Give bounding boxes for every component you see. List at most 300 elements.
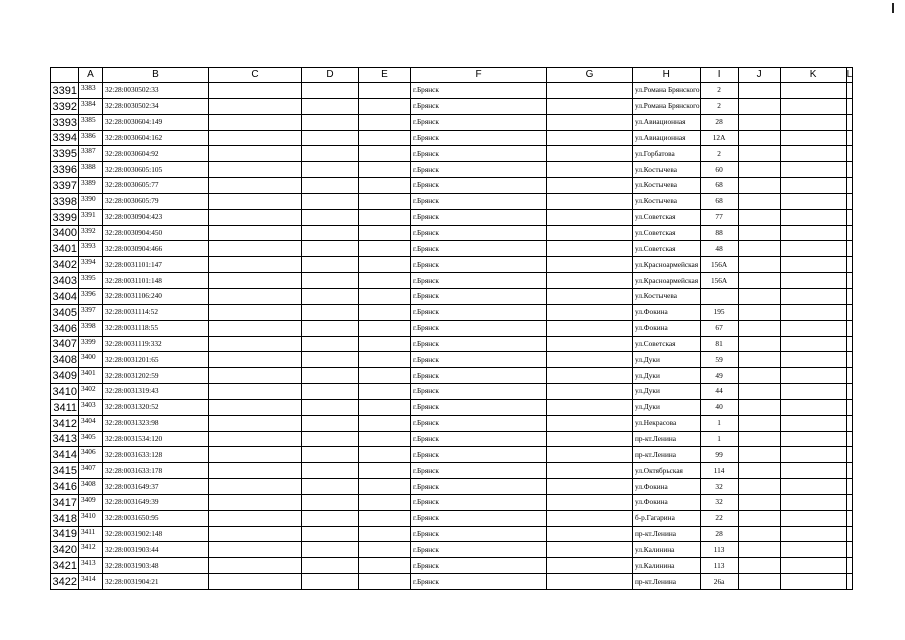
cell-g[interactable] <box>547 98 633 114</box>
cell-d[interactable] <box>302 178 359 194</box>
cell-j[interactable] <box>738 336 780 352</box>
cell-g[interactable] <box>547 352 633 368</box>
cell-f-city[interactable]: г.Брянск <box>411 526 547 542</box>
cell-d[interactable] <box>302 336 359 352</box>
row-number[interactable]: 3420 <box>51 542 79 558</box>
cell-d[interactable] <box>302 130 359 146</box>
cell-d[interactable] <box>302 288 359 304</box>
cell-h-street[interactable]: ул.Костычева <box>633 193 701 209</box>
cell-f-city[interactable]: г.Брянск <box>411 431 547 447</box>
cell-a[interactable]: 3392 <box>79 225 103 241</box>
cell-a[interactable]: 3412 <box>79 542 103 558</box>
cell-h-street[interactable]: ул.Горбатова <box>633 146 701 162</box>
cell-b-cadastral-number[interactable]: 32:28:0031649:37 <box>103 479 209 495</box>
cell-f-city[interactable]: г.Брянск <box>411 130 547 146</box>
cell-l[interactable] <box>846 288 853 304</box>
row-number[interactable]: 3405 <box>51 304 79 320</box>
row-number[interactable]: 3407 <box>51 336 79 352</box>
cell-d[interactable] <box>302 415 359 431</box>
cell-f-city[interactable]: г.Брянск <box>411 114 547 130</box>
cell-k[interactable] <box>780 526 846 542</box>
cell-a[interactable]: 3385 <box>79 114 103 130</box>
cell-f-city[interactable]: г.Брянск <box>411 320 547 336</box>
cell-h-street[interactable]: ул.Фокина <box>633 320 701 336</box>
cell-h-street[interactable]: ул.Дуки <box>633 399 701 415</box>
cell-e[interactable] <box>359 399 411 415</box>
cell-a[interactable]: 3388 <box>79 162 103 178</box>
cell-c[interactable] <box>209 494 302 510</box>
cell-h-street[interactable]: ул.Дуки <box>633 368 701 384</box>
cell-e[interactable] <box>359 98 411 114</box>
cell-g[interactable] <box>547 447 633 463</box>
cell-g[interactable] <box>547 399 633 415</box>
cell-e[interactable] <box>359 494 411 510</box>
cell-a[interactable]: 3401 <box>79 368 103 384</box>
cell-f-city[interactable]: г.Брянск <box>411 415 547 431</box>
cell-g[interactable] <box>547 178 633 194</box>
row-number[interactable]: 3417 <box>51 494 79 510</box>
cell-g[interactable] <box>547 193 633 209</box>
cell-f-city[interactable]: г.Брянск <box>411 83 547 99</box>
cell-a[interactable]: 3414 <box>79 574 103 590</box>
cell-i-house-number[interactable]: 114 <box>700 463 738 479</box>
cell-f-city[interactable]: г.Брянск <box>411 209 547 225</box>
cell-a[interactable]: 3408 <box>79 479 103 495</box>
cell-e[interactable] <box>359 130 411 146</box>
cell-e[interactable] <box>359 320 411 336</box>
cell-k[interactable] <box>780 399 846 415</box>
cell-l[interactable] <box>846 399 853 415</box>
cell-h-street[interactable]: ул.Костычева <box>633 178 701 194</box>
cell-l[interactable] <box>846 193 853 209</box>
cell-j[interactable] <box>738 431 780 447</box>
cell-c[interactable] <box>209 114 302 130</box>
cell-c[interactable] <box>209 241 302 257</box>
cell-j[interactable] <box>738 130 780 146</box>
cell-e[interactable] <box>359 384 411 400</box>
cell-k[interactable] <box>780 209 846 225</box>
row-number[interactable]: 3391 <box>51 83 79 99</box>
cell-g[interactable] <box>547 225 633 241</box>
cell-d[interactable] <box>302 463 359 479</box>
cell-l[interactable] <box>846 558 853 574</box>
cell-a[interactable]: 3398 <box>79 320 103 336</box>
row-number[interactable]: 3397 <box>51 178 79 194</box>
column-header-h[interactable]: H <box>633 68 701 83</box>
cell-l[interactable] <box>846 225 853 241</box>
cell-e[interactable] <box>359 574 411 590</box>
cell-l[interactable] <box>846 178 853 194</box>
cell-b-cadastral-number[interactable]: 32:28:0030604:162 <box>103 130 209 146</box>
cell-j[interactable] <box>738 225 780 241</box>
cell-k[interactable] <box>780 193 846 209</box>
cell-j[interactable] <box>738 98 780 114</box>
cell-k[interactable] <box>780 304 846 320</box>
cell-g[interactable] <box>547 415 633 431</box>
cell-e[interactable] <box>359 288 411 304</box>
cell-l[interactable] <box>846 479 853 495</box>
cell-e[interactable] <box>359 114 411 130</box>
cell-b-cadastral-number[interactable]: 32:28:0030904:466 <box>103 241 209 257</box>
cell-l[interactable] <box>846 241 853 257</box>
column-header-c[interactable]: C <box>209 68 302 83</box>
cell-k[interactable] <box>780 494 846 510</box>
cell-k[interactable] <box>780 320 846 336</box>
row-number[interactable]: 3422 <box>51 574 79 590</box>
cell-i-house-number[interactable]: 32 <box>700 494 738 510</box>
row-number[interactable]: 3394 <box>51 130 79 146</box>
cell-a[interactable]: 3410 <box>79 510 103 526</box>
cell-f-city[interactable]: г.Брянск <box>411 336 547 352</box>
cell-e[interactable] <box>359 225 411 241</box>
cell-g[interactable] <box>547 304 633 320</box>
cell-f-city[interactable]: г.Брянск <box>411 273 547 289</box>
cell-f-city[interactable]: г.Брянск <box>411 558 547 574</box>
cell-l[interactable] <box>846 98 853 114</box>
cell-l[interactable] <box>846 336 853 352</box>
row-number[interactable]: 3392 <box>51 98 79 114</box>
cell-h-street[interactable]: ул.Романа Брянского <box>633 98 701 114</box>
cell-b-cadastral-number[interactable]: 32:28:0031119:332 <box>103 336 209 352</box>
column-header-k[interactable]: K <box>780 68 846 83</box>
row-number[interactable]: 3408 <box>51 352 79 368</box>
cell-l[interactable] <box>846 320 853 336</box>
cell-f-city[interactable]: г.Брянск <box>411 399 547 415</box>
cell-c[interactable] <box>209 178 302 194</box>
cell-b-cadastral-number[interactable]: 32:28:0031633:178 <box>103 463 209 479</box>
cell-i-house-number[interactable]: 1 <box>700 431 738 447</box>
row-number[interactable]: 3398 <box>51 193 79 209</box>
cell-f-city[interactable]: г.Брянск <box>411 257 547 273</box>
cell-i-house-number[interactable]: 67 <box>700 320 738 336</box>
cell-i-house-number[interactable]: 28 <box>700 526 738 542</box>
cell-j[interactable] <box>738 479 780 495</box>
cell-b-cadastral-number[interactable]: 32:28:0031902:148 <box>103 526 209 542</box>
column-header-b[interactable]: B <box>103 68 209 83</box>
cell-c[interactable] <box>209 146 302 162</box>
cell-d[interactable] <box>302 146 359 162</box>
cell-k[interactable] <box>780 447 846 463</box>
cell-e[interactable] <box>359 241 411 257</box>
cell-b-cadastral-number[interactable]: 32:28:0031319:43 <box>103 384 209 400</box>
cell-d[interactable] <box>302 304 359 320</box>
cell-d[interactable] <box>302 431 359 447</box>
cell-i-house-number[interactable]: 156А <box>700 257 738 273</box>
cell-h-street[interactable]: ул.Костычева <box>633 288 701 304</box>
cell-l[interactable] <box>846 431 853 447</box>
cell-f-city[interactable]: г.Брянск <box>411 463 547 479</box>
cell-a[interactable]: 3394 <box>79 257 103 273</box>
cell-j[interactable] <box>738 146 780 162</box>
row-number[interactable]: 3402 <box>51 257 79 273</box>
cell-e[interactable] <box>359 447 411 463</box>
cell-c[interactable] <box>209 558 302 574</box>
cell-h-street[interactable]: ул.Красноармейская <box>633 273 701 289</box>
cell-f-city[interactable]: г.Брянск <box>411 162 547 178</box>
cell-f-city[interactable]: г.Брянск <box>411 368 547 384</box>
row-number[interactable]: 3400 <box>51 225 79 241</box>
cell-b-cadastral-number[interactable]: 32:28:0030605:77 <box>103 178 209 194</box>
cell-j[interactable] <box>738 320 780 336</box>
cell-h-street[interactable]: ул.Костычева <box>633 162 701 178</box>
cell-e[interactable] <box>359 415 411 431</box>
cell-g[interactable] <box>547 114 633 130</box>
cell-d[interactable] <box>302 241 359 257</box>
cell-j[interactable] <box>738 304 780 320</box>
cell-g[interactable] <box>547 320 633 336</box>
row-number[interactable]: 3411 <box>51 399 79 415</box>
cell-a[interactable]: 3395 <box>79 273 103 289</box>
cell-d[interactable] <box>302 273 359 289</box>
cell-i-house-number[interactable]: 28 <box>700 114 738 130</box>
cell-k[interactable] <box>780 336 846 352</box>
cell-i-house-number[interactable]: 22 <box>700 510 738 526</box>
cell-i-house-number[interactable]: 2 <box>700 83 738 99</box>
cell-j[interactable] <box>738 83 780 99</box>
cell-h-street[interactable]: ул.Красноармейская <box>633 257 701 273</box>
cell-l[interactable] <box>846 463 853 479</box>
cell-a[interactable]: 3389 <box>79 178 103 194</box>
cell-i-house-number[interactable]: 26а <box>700 574 738 590</box>
cell-g[interactable] <box>547 83 633 99</box>
cell-c[interactable] <box>209 209 302 225</box>
cell-j[interactable] <box>738 257 780 273</box>
cell-c[interactable] <box>209 257 302 273</box>
cell-d[interactable] <box>302 83 359 99</box>
cell-k[interactable] <box>780 98 846 114</box>
cell-b-cadastral-number[interactable]: 32:28:0031323:98 <box>103 415 209 431</box>
cell-c[interactable] <box>209 336 302 352</box>
cell-b-cadastral-number[interactable]: 32:28:0030605:105 <box>103 162 209 178</box>
cell-e[interactable] <box>359 510 411 526</box>
cell-b-cadastral-number[interactable]: 32:28:0031118:55 <box>103 320 209 336</box>
cell-i-house-number[interactable]: 68 <box>700 193 738 209</box>
cell-c[interactable] <box>209 288 302 304</box>
cell-h-street[interactable]: ул.Фокина <box>633 494 701 510</box>
cell-i-house-number[interactable]: 44 <box>700 384 738 400</box>
cell-c[interactable] <box>209 304 302 320</box>
cell-l[interactable] <box>846 209 853 225</box>
cell-i-house-number[interactable]: 77 <box>700 209 738 225</box>
cell-j[interactable] <box>738 558 780 574</box>
cell-l[interactable] <box>846 368 853 384</box>
cell-a[interactable]: 3383 <box>79 83 103 99</box>
cell-a[interactable]: 3407 <box>79 463 103 479</box>
cell-g[interactable] <box>547 257 633 273</box>
cell-a[interactable]: 3405 <box>79 431 103 447</box>
cell-a[interactable]: 3397 <box>79 304 103 320</box>
cell-i-house-number[interactable]: 1 <box>700 415 738 431</box>
cell-l[interactable] <box>846 510 853 526</box>
cell-e[interactable] <box>359 83 411 99</box>
cell-i-house-number[interactable]: 99 <box>700 447 738 463</box>
cell-k[interactable] <box>780 288 846 304</box>
row-number[interactable]: 3413 <box>51 431 79 447</box>
row-number[interactable]: 3396 <box>51 162 79 178</box>
column-header-e[interactable]: E <box>359 68 411 83</box>
cell-d[interactable] <box>302 352 359 368</box>
cell-b-cadastral-number[interactable]: 32:28:0031201:65 <box>103 352 209 368</box>
cell-i-house-number[interactable]: 12А <box>700 130 738 146</box>
cell-b-cadastral-number[interactable]: 32:28:0031202:59 <box>103 368 209 384</box>
cell-l[interactable] <box>846 542 853 558</box>
cell-e[interactable] <box>359 352 411 368</box>
cell-a[interactable]: 3403 <box>79 399 103 415</box>
cell-b-cadastral-number[interactable]: 32:28:0031903:48 <box>103 558 209 574</box>
cell-c[interactable] <box>209 542 302 558</box>
cell-l[interactable] <box>846 526 853 542</box>
cell-e[interactable] <box>359 178 411 194</box>
cell-f-city[interactable]: г.Брянск <box>411 146 547 162</box>
cell-d[interactable] <box>302 574 359 590</box>
cell-b-cadastral-number[interactable]: 32:28:0030904:450 <box>103 225 209 241</box>
cell-j[interactable] <box>738 399 780 415</box>
cell-i-house-number[interactable]: 195 <box>700 304 738 320</box>
cell-j[interactable] <box>738 463 780 479</box>
cell-c[interactable] <box>209 479 302 495</box>
cell-c[interactable] <box>209 225 302 241</box>
cell-k[interactable] <box>780 352 846 368</box>
cell-c[interactable] <box>209 193 302 209</box>
cell-a[interactable]: 3406 <box>79 447 103 463</box>
cell-l[interactable] <box>846 162 853 178</box>
cell-g[interactable] <box>547 288 633 304</box>
cell-l[interactable] <box>846 447 853 463</box>
cell-j[interactable] <box>738 447 780 463</box>
cell-g[interactable] <box>547 146 633 162</box>
cell-h-street[interactable]: ул.Дуки <box>633 352 701 368</box>
cell-d[interactable] <box>302 479 359 495</box>
cell-h-street[interactable]: ул.Романа Брянского <box>633 83 701 99</box>
cell-b-cadastral-number[interactable]: 32:28:0031101:147 <box>103 257 209 273</box>
cell-g[interactable] <box>547 368 633 384</box>
cell-a[interactable]: 3404 <box>79 415 103 431</box>
cell-h-street[interactable]: ул.Авиационная <box>633 114 701 130</box>
cell-h-street[interactable]: ул.Октябрьская <box>633 463 701 479</box>
cell-c[interactable] <box>209 98 302 114</box>
cell-d[interactable] <box>302 209 359 225</box>
cell-k[interactable] <box>780 146 846 162</box>
cell-b-cadastral-number[interactable]: 32:28:0030502:33 <box>103 83 209 99</box>
cell-k[interactable] <box>780 463 846 479</box>
cell-d[interactable] <box>302 162 359 178</box>
cell-f-city[interactable]: г.Брянск <box>411 542 547 558</box>
cell-f-city[interactable]: г.Брянск <box>411 241 547 257</box>
cell-a[interactable]: 3384 <box>79 98 103 114</box>
cell-d[interactable] <box>302 320 359 336</box>
cell-c[interactable] <box>209 399 302 415</box>
cell-g[interactable] <box>547 336 633 352</box>
cell-c[interactable] <box>209 83 302 99</box>
cell-k[interactable] <box>780 431 846 447</box>
cell-c[interactable] <box>209 510 302 526</box>
cell-e[interactable] <box>359 146 411 162</box>
cell-l[interactable] <box>846 494 853 510</box>
cell-d[interactable] <box>302 114 359 130</box>
cell-k[interactable] <box>780 130 846 146</box>
cell-h-street[interactable]: ул.Советская <box>633 336 701 352</box>
cell-j[interactable] <box>738 494 780 510</box>
cell-f-city[interactable]: г.Брянск <box>411 193 547 209</box>
cell-b-cadastral-number[interactable]: 32:28:0031101:148 <box>103 273 209 289</box>
cell-l[interactable] <box>846 384 853 400</box>
cell-e[interactable] <box>359 463 411 479</box>
cell-l[interactable] <box>846 130 853 146</box>
cell-j[interactable] <box>738 241 780 257</box>
cell-d[interactable] <box>302 558 359 574</box>
cell-h-street[interactable]: ул.Советская <box>633 225 701 241</box>
cell-i-house-number[interactable]: 2 <box>700 98 738 114</box>
cell-h-street[interactable]: ул.Некрасова <box>633 415 701 431</box>
cell-k[interactable] <box>780 479 846 495</box>
cell-b-cadastral-number[interactable]: 32:28:0031534:120 <box>103 431 209 447</box>
cell-d[interactable] <box>302 542 359 558</box>
cell-h-street[interactable]: ул.Фокина <box>633 304 701 320</box>
cell-i-house-number[interactable]: 2 <box>700 146 738 162</box>
cell-e[interactable] <box>359 257 411 273</box>
cell-d[interactable] <box>302 399 359 415</box>
cell-k[interactable] <box>780 241 846 257</box>
cell-e[interactable] <box>359 304 411 320</box>
cell-g[interactable] <box>547 558 633 574</box>
cell-h-street[interactable]: пр-кт.Ленина <box>633 574 701 590</box>
cell-g[interactable] <box>547 526 633 542</box>
cell-l[interactable] <box>846 83 853 99</box>
cell-g[interactable] <box>547 463 633 479</box>
cell-e[interactable] <box>359 209 411 225</box>
cell-d[interactable] <box>302 225 359 241</box>
row-number[interactable]: 3421 <box>51 558 79 574</box>
cell-c[interactable] <box>209 574 302 590</box>
cell-l[interactable] <box>846 257 853 273</box>
cell-j[interactable] <box>738 193 780 209</box>
cell-k[interactable] <box>780 178 846 194</box>
cell-g[interactable] <box>547 130 633 146</box>
row-number[interactable]: 3406 <box>51 320 79 336</box>
cell-i-house-number[interactable]: 156А <box>700 273 738 289</box>
cell-h-street[interactable]: б-р.Гагарина <box>633 510 701 526</box>
cell-a[interactable]: 3393 <box>79 241 103 257</box>
cell-k[interactable] <box>780 368 846 384</box>
cell-j[interactable] <box>738 288 780 304</box>
cell-c[interactable] <box>209 352 302 368</box>
cell-h-street[interactable]: ул.Калинина <box>633 558 701 574</box>
row-number[interactable]: 3401 <box>51 241 79 257</box>
cell-f-city[interactable]: г.Брянск <box>411 352 547 368</box>
cell-b-cadastral-number[interactable]: 32:28:0031106:240 <box>103 288 209 304</box>
cell-e[interactable] <box>359 273 411 289</box>
cell-c[interactable] <box>209 368 302 384</box>
cell-i-house-number[interactable]: 59 <box>700 352 738 368</box>
cell-e[interactable] <box>359 162 411 178</box>
cell-k[interactable] <box>780 558 846 574</box>
cell-h-street[interactable]: ул.Дуки <box>633 384 701 400</box>
cell-h-street[interactable]: ул.Советская <box>633 209 701 225</box>
cell-d[interactable] <box>302 510 359 526</box>
cell-f-city[interactable]: г.Брянск <box>411 574 547 590</box>
cell-i-house-number[interactable]: 68 <box>700 178 738 194</box>
cell-g[interactable] <box>547 209 633 225</box>
cell-k[interactable] <box>780 574 846 590</box>
cell-e[interactable] <box>359 526 411 542</box>
cell-k[interactable] <box>780 83 846 99</box>
cell-b-cadastral-number[interactable]: 32:28:0031114:52 <box>103 304 209 320</box>
cell-c[interactable] <box>209 273 302 289</box>
cell-g[interactable] <box>547 510 633 526</box>
cell-g[interactable] <box>547 542 633 558</box>
column-header-g[interactable]: G <box>547 68 633 83</box>
cell-a[interactable]: 3413 <box>79 558 103 574</box>
